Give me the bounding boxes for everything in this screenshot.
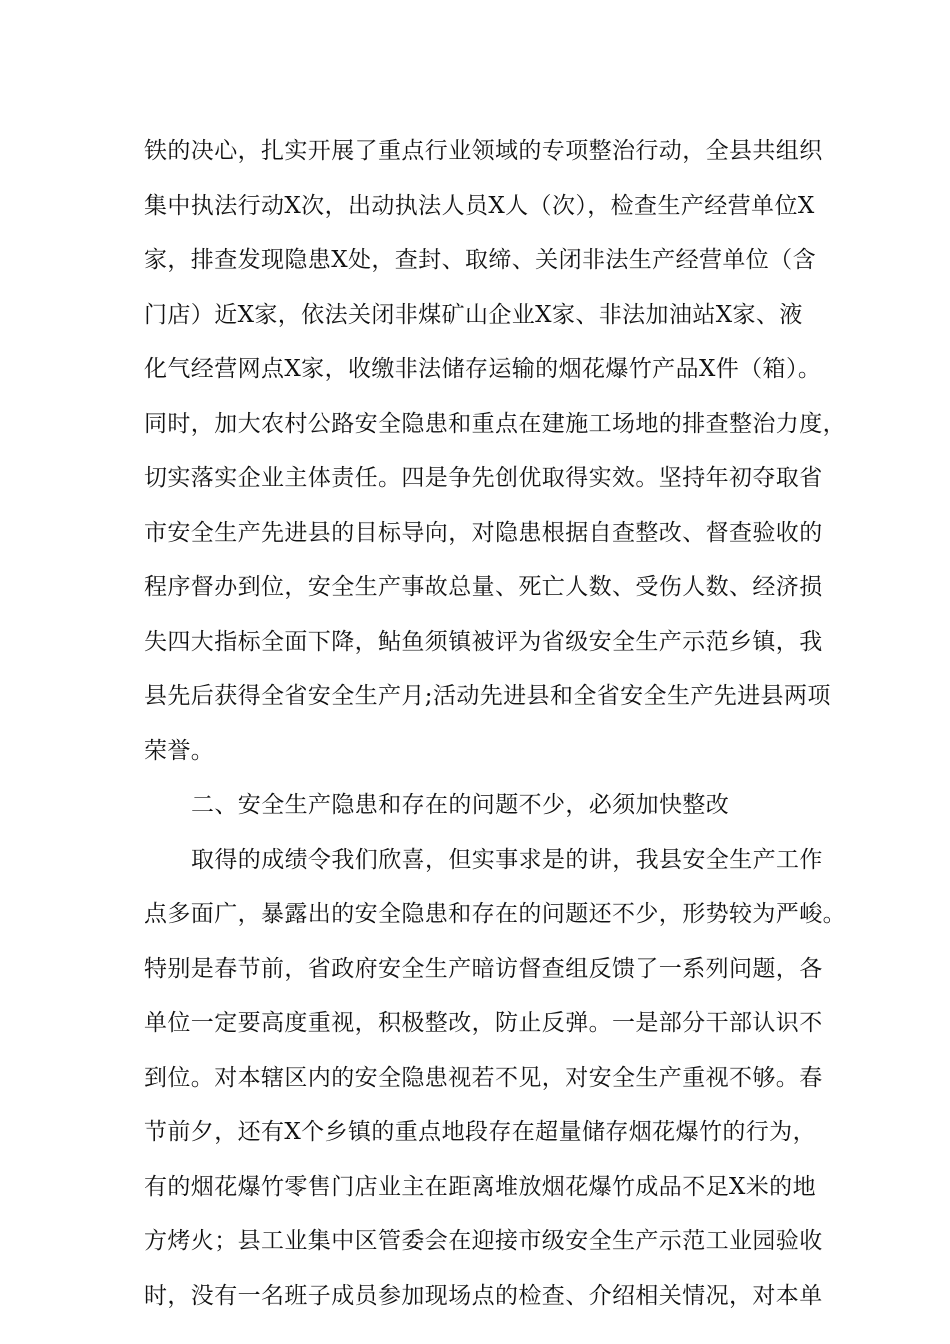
text-line: 方烤火；县工业集中区管委会在迎接市级安全生产示范工业园验收 [144, 1228, 823, 1254]
text-line: 县先后获得全省安全生产月;活动先进县和全省安全生产先进县两项 [144, 683, 831, 709]
text-line: 到位。对本辖区内的安全隐患视若不见，对安全生产重视不够。春 [144, 1064, 823, 1091]
text-line: 切实落实企业主体责任。四是争先创优取得实效。坚持年初夺取省 [144, 465, 823, 491]
text-line: 单位一定要高度重视，积极整改，防止反弹。一是部分干部认识不 [144, 1010, 823, 1036]
text-line: 同时，加大农村公路安全隐患和重点在建施工场地的排查整治力度， [144, 410, 846, 437]
text-line: 失四大指标全面下降，鲇鱼须镇被评为省级安全生产示范乡镇，我 [144, 628, 823, 655]
text-line: 化气经营网点X家，收缴非法储存运输的烟花爆竹产品X件（箱）。 [144, 356, 822, 382]
text-line: 取得的成绩令我们欣喜，但实事求是的讲，我县安全生产工作 [191, 846, 823, 873]
text-line: 节前夕，还有X个乡镇的重点地段存在超量储存烟花爆竹的行为， [144, 1119, 816, 1145]
text-line: 门店）近X家，依法关闭非煤矿山企业X家、非法加油站X家、液 [144, 301, 803, 328]
text-line: 程序督办到位，安全生产事故总量、死亡人数、受伤人数、经济损 [144, 574, 823, 600]
text-line: 铁的决心，扎实开展了重点行业领域的专项整治行动，全县共组织 [144, 138, 823, 164]
section-heading: 二、安全生产隐患和存在的问题不少，必须加快整改 [191, 792, 730, 818]
text-line: 时，没有一名班子成员参加现场点的检查、介绍相关情况，对本单 [144, 1282, 823, 1309]
text-line: 市安全生产先进县的目标导向，对隐患根据自查整改、督查验收的 [144, 519, 823, 546]
text-line: 荣誉。 [144, 737, 215, 764]
text-line: 家，排查发现隐患X处，查封、取缔、关闭非法生产经营单位（含 [144, 247, 816, 273]
text-line: 有的烟花爆竹零售门店业主在距离堆放烟花爆竹成品不足X米的地 [144, 1173, 816, 1200]
text-line: 点多面广，暴露出的安全隐患和存在的问题还不少，形势较为严峻。 [144, 901, 846, 927]
text-line: 集中执法行动X次，出动执法人员X人（次），检查生产经营单位X [144, 192, 815, 219]
document-body [144, 131, 844, 1330]
text-line: 特别是春节前，省政府安全生产暗访督查组反馈了一系列问题，各 [144, 955, 823, 982]
